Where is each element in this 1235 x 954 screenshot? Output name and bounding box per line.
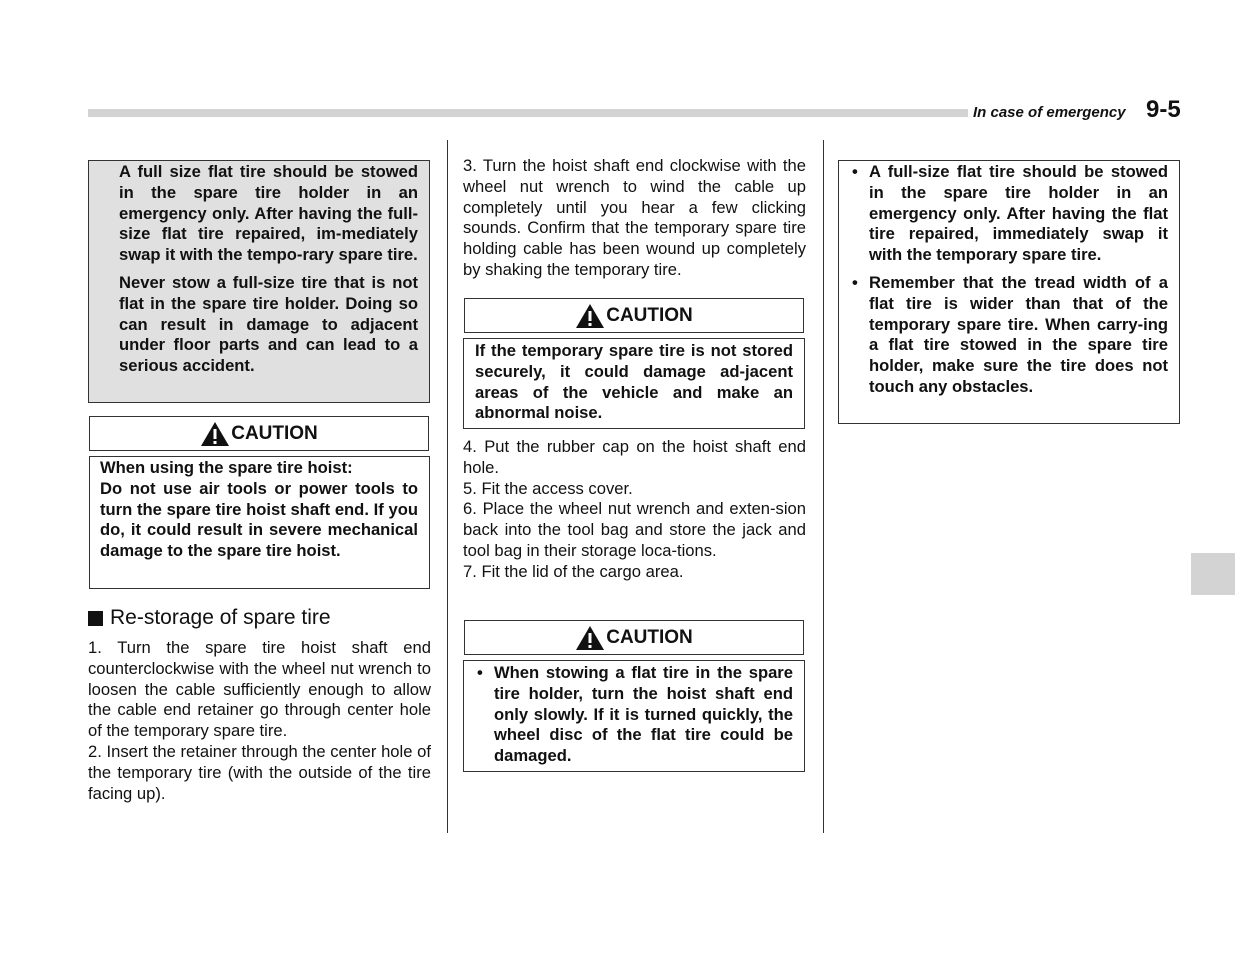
- caution-bullet: • When stowing a flat tire in the spare tire holder, turn the hoist shaft end only slowly. If it is turned quickly, the wheel disc of the flat tire could be damaged.: [477, 663, 793, 767]
- warning-paragraph: Never stow a full-size tire that is not flat in the spare tire holder. Doing so can result in damage to adjacent under floor parts and can lead to a serious accident.: [119, 272, 418, 376]
- caution-header: [464, 620, 804, 655]
- column-divider-2: [823, 140, 824, 833]
- warning-box: [88, 160, 430, 403]
- caution-label: CAUTION: [606, 626, 693, 648]
- column-divider-1: [447, 140, 448, 833]
- page-number: 9-5: [1146, 96, 1181, 123]
- header-bar: [88, 109, 968, 117]
- caution-label: CAUTION: [231, 422, 318, 444]
- warning-triangle-icon: [200, 421, 230, 447]
- step-3: [463, 156, 806, 281]
- caution-header: [464, 298, 804, 333]
- caution-box: [463, 660, 805, 772]
- step-item: 5. Fit the access cover.: [463, 478, 633, 498]
- caution-text: If the temporary spare tire is not stored securely, it could damage ad-jacent areas of the vehicle and make an abnormal noise.: [475, 341, 793, 423]
- note-box: [838, 160, 1180, 424]
- note-bullet: • Remember that the tread width of a flat tire is wider than that of the temporary spare tire. When carry-ing a flat tire stowed in the spare tire holder, make sure the tire does not touch any obstacles.: [852, 273, 1168, 398]
- step-item: 6. Place the wheel nut wrench and exten-sion back into the tool bag and store the jack and tool bag in their storage loca-tions.: [463, 499, 806, 560]
- caution-label: CAUTION: [606, 304, 693, 326]
- warning-triangle-icon: [575, 625, 605, 651]
- section-title: Re-storage of spare tire: [110, 606, 331, 629]
- step-item: 1. Turn the spare tire hoist shaft end counterclockwise with the wheel nut wrench to loosen the cable sufficiently enough to allow the cable end retainer go through center hole of the temporary spare tire.: [88, 638, 431, 741]
- step-item: 3. Turn the hoist shaft end clockwise with the wheel nut wrench to wind the cable up completely until you hear a few clicking sounds. Confirm that the temporary spare tire holding cable has been wound up completely by shaking the temporary tire.: [463, 156, 806, 279]
- caution-box: [89, 456, 430, 589]
- caution-line: Do not use air tools or power tools to turn the spare tire hoist shaft end. If you do, it could result in severe mechanical damage to the spare tire hoist.: [100, 478, 418, 561]
- warning-triangle-icon: [575, 303, 605, 329]
- restorage-steps-cont: [463, 437, 806, 583]
- step-item: 4. Put the rubber cap on the hoist shaft end hole.: [463, 437, 806, 477]
- restorage-steps: [88, 638, 431, 804]
- step-item: 2. Insert the retainer through the center hole of the temporary tire (with the outside of the tire facing up).: [88, 741, 431, 803]
- section-heading: [88, 606, 331, 630]
- header-section-title: In case of emergency: [973, 104, 1126, 121]
- step-item: 7. Fit the lid of the cargo area.: [463, 561, 684, 581]
- black-square-icon: [88, 611, 103, 626]
- caution-line: When using the spare tire hoist:: [100, 458, 353, 477]
- caution-box: [463, 338, 805, 429]
- caution-header: [89, 416, 429, 451]
- note-bullet: • A full-size flat tire should be stowed in the spare tire holder in an emergency only. After having the flat tire repaired, immediately swap it with the temporary spare tire.: [852, 162, 1168, 266]
- warning-paragraph: A full size flat tire should be stowed in the spare tire holder in an emergency only. After having the full-size flat tire repaired, im-mediately swap it with the tempo-rary spare tire.: [119, 162, 418, 265]
- chapter-tab: [1191, 553, 1235, 595]
